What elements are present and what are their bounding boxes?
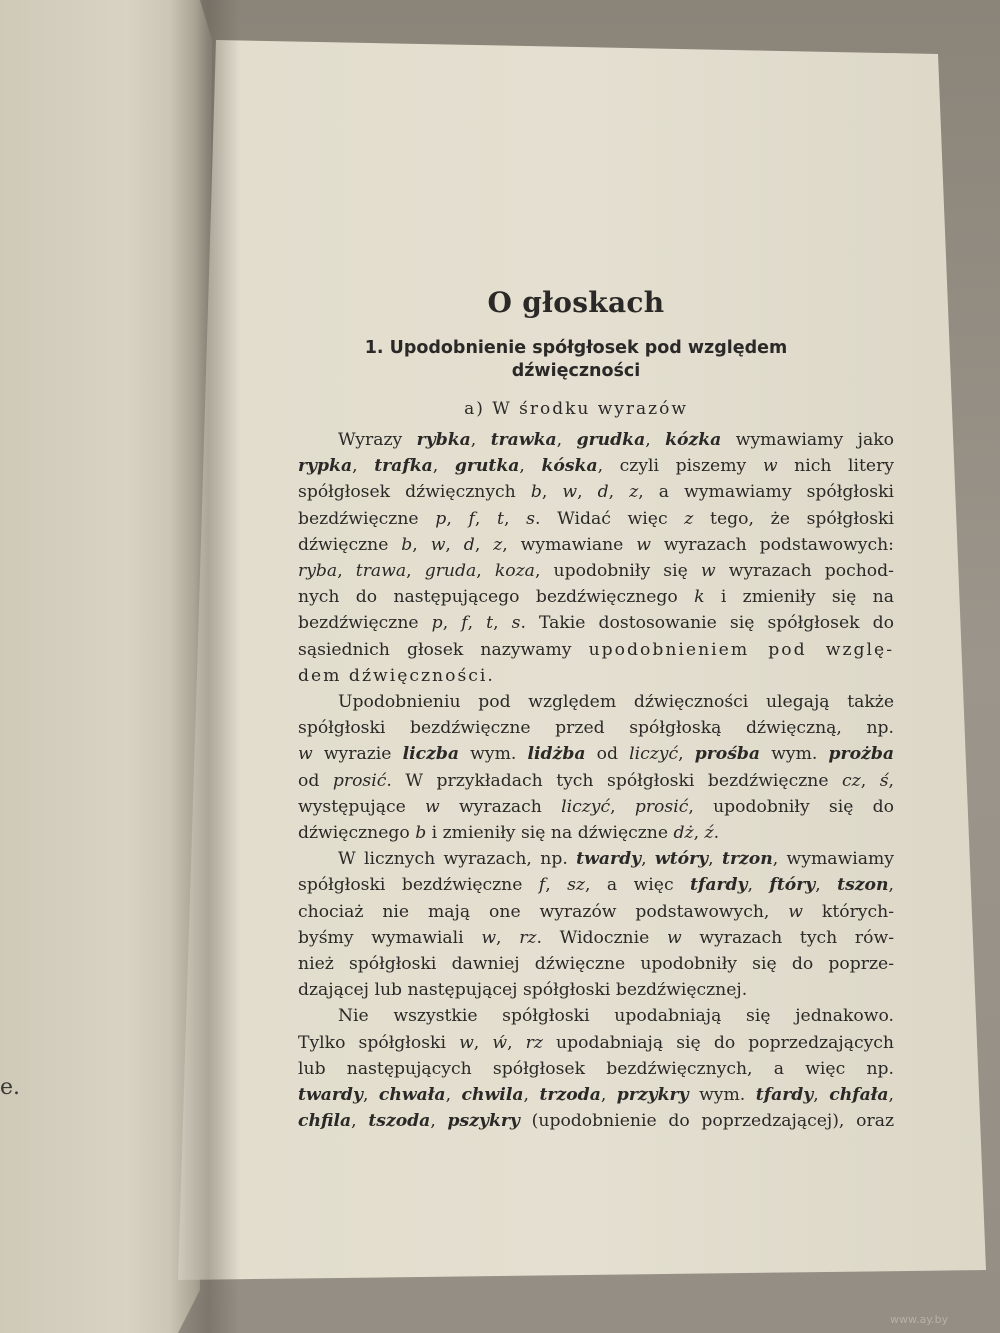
text-line: byśmy wymawiali w, rz. Widocznie w wyrazach tych rów- — [298, 927, 894, 948]
text-line: dźwięczne b, w, d, z, wymawiane w wyrazach podstawowych: — [298, 534, 894, 555]
page-title: O głoskach — [487, 286, 665, 319]
spine-shadow — [170, 0, 240, 1333]
left-page-edge-text: e. — [0, 1075, 21, 1100]
watermark: www.ay.by — [890, 1313, 949, 1326]
text-line: dźwięcznego b i zmieniły się na dźwięczne dż, ź. — [298, 823, 720, 844]
text-line: chociaż nie mają one wyrazów podstawowych, w których- — [298, 901, 894, 922]
text-line: spółgłoski bezdźwięczne f, sz, a więc tfardy, ftóry, tszon, — [298, 875, 894, 896]
text-line: bezdźwięczne p, f, t, s. Takie dostosowanie się spółgłosek do — [298, 613, 894, 634]
text-line: sąsiednich głosek nazywamy upodobnieniem pod wzglę- — [298, 639, 894, 660]
text-line: W licznych wyrazach, np. twardy, wtóry, trzon, wymawiamy — [338, 849, 894, 870]
text-line: spółgłosek dźwięcznych b, w, d, z, a wymawiamy spółgłoski — [298, 482, 894, 503]
text-line: chfila, tszoda, pszykry (upodobnienie do poprzedzającej), oraz — [298, 1111, 894, 1132]
text-line: ryba, trawa, gruda, koza, upodobniły się w wyrazach pochod- — [298, 561, 894, 582]
text-line: Tylko spółgłoski w, ẃ, rz upodabniają się do poprzedzających — [298, 1032, 894, 1053]
text-line: spółgłoski bezdźwięczne przed spółgłoską dźwięczną, np. — [298, 718, 894, 739]
text-line: Wyrazy rybka, trawka, grudka, kózka wymawiamy jako — [338, 430, 894, 450]
text-line: od prosić. W przykładach tych spółgłoski bezdźwięczne cz, ś, — [298, 770, 894, 791]
section-heading-line-2: dźwięczności — [511, 361, 641, 381]
text-line: Upodobnieniu pod względem dźwięczności ulegają także — [338, 692, 894, 713]
text-line: Nie wszystkie spółgłoski upodabniają się jednakowo. — [338, 1006, 894, 1027]
section-heading-line-1: 1. Upodobnienie spółgłosek pod względem — [364, 338, 788, 358]
text-line: bezdźwięczne p, f, t, s. Widać więc z tego, że spółgłoski — [298, 508, 894, 529]
subsection-heading: a) W środku wyrazów — [464, 399, 688, 419]
text-line: rypka, trafka, grutka, kóska, czyli piszemy w nich litery — [298, 456, 894, 477]
text-line: nych do następującego bezdźwięcznego k i zmieniły się na — [298, 587, 894, 608]
text-line: lub następujących spółgłosek bezdźwięcznych, a więc np. — [298, 1058, 894, 1079]
body-text — [258, 427, 894, 1134]
text-line: nież spółgłoski dawniej dźwięczne upodobniły się do poprze- — [298, 954, 894, 975]
text-line: twardy, chwała, chwila, trzoda, przykry wym. tfardy, chfała, — [298, 1085, 894, 1106]
text-line: w wyrazie liczba wym. lidżba od liczyć, prośba wym. prożba — [298, 744, 894, 765]
section-heading — [258, 337, 894, 383]
text-line: dem dźwięczności. — [298, 665, 493, 686]
text-line: występujące w wyrazach liczyć, prosić, upodobniły się do — [298, 796, 894, 817]
page-content — [258, 286, 894, 1134]
text-line: dzającej lub następującej spółgłoski bezdźwięcznej. — [298, 980, 748, 1001]
